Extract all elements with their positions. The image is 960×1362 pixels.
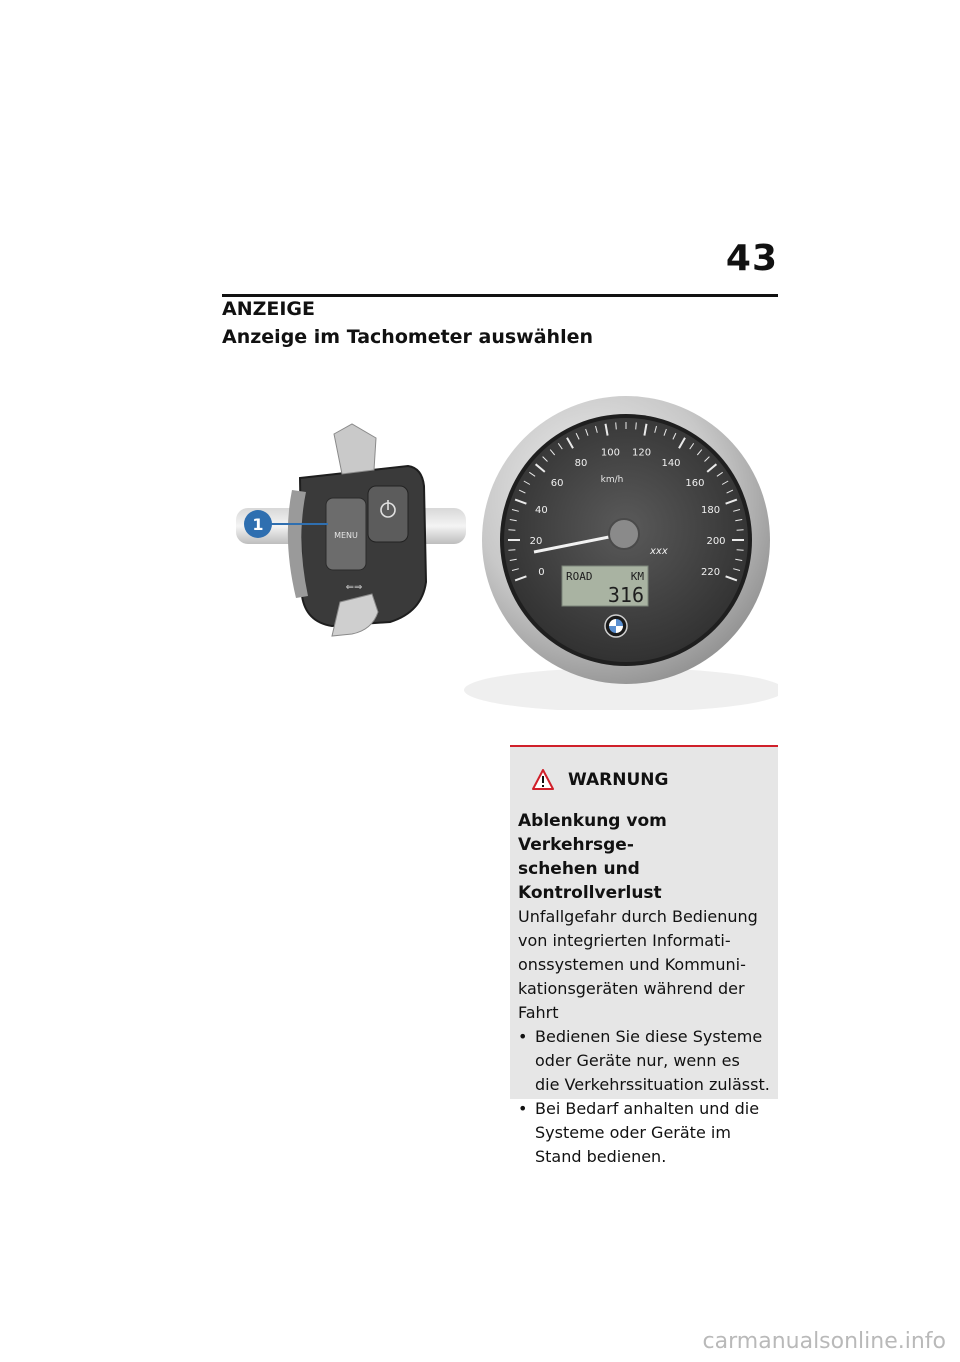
- dial-tick: [737, 530, 744, 531]
- dial-scale-label: 40: [535, 505, 548, 517]
- needle-hub: [609, 519, 639, 549]
- callout-marker: [244, 510, 272, 538]
- warning-bullets: [518, 1025, 778, 1169]
- dial-scale-label: 0: [538, 566, 545, 578]
- speedometer: [464, 396, 778, 710]
- power-button[interactable]: [368, 486, 408, 542]
- warning-bullet: • Bei Bedarf anhalten und die Systeme oder Geräte im Stand bedienen.: [518, 1097, 778, 1169]
- watermark: carmanualsonline.info: [702, 1329, 946, 1354]
- warning-bullet: • Bedienen Sie diese Systeme oder Geräte nur, wenn es die Verkehrssituation zulässt.: [518, 1025, 778, 1097]
- handlebar-switch: [288, 424, 426, 636]
- dial-scale-label: 140: [661, 458, 681, 470]
- dial-scale-label: 120: [632, 447, 652, 459]
- dial-tick: [508, 550, 515, 551]
- dial-tick: [508, 530, 515, 531]
- dial-tick: [616, 422, 617, 429]
- dial-emblem: xxx: [650, 546, 668, 557]
- warning-triangle-icon: [532, 769, 554, 791]
- figure-switch-and-speedometer: [222, 390, 778, 710]
- dial-tick: [737, 550, 744, 551]
- section-title: ANZEIGE: [222, 298, 316, 320]
- dial-scale-label: 20: [529, 536, 543, 547]
- section-rule: [222, 294, 778, 297]
- dial-tick: [636, 422, 637, 429]
- warning-label: WARNUNG: [568, 770, 669, 790]
- dial-scale-label: 160: [685, 478, 705, 490]
- warning-title: Ablenkung vom Verkehrsge- schehen und Kontrollverlust: [518, 811, 667, 903]
- menu-button-label: MENU: [334, 531, 358, 540]
- dial-scale-label: 200: [706, 536, 726, 547]
- dial-scale-label: 60: [550, 478, 564, 490]
- subsection-title: Anzeige im Tachometer auswählen: [222, 326, 594, 348]
- figure-illustration: [222, 390, 778, 710]
- warning-box: [510, 745, 778, 1166]
- callout-number: 1: [252, 515, 264, 534]
- lcd-value: 316: [607, 583, 644, 607]
- speed-unit: km/h: [600, 475, 624, 485]
- dial-scale-label: 220: [701, 566, 721, 578]
- dial-scale-label: 180: [701, 505, 721, 517]
- lcd-mode: ROAD: [566, 570, 593, 583]
- warning-text: Unfallgefahr durch Bedienung von integrierten Informati- onssystemen und Kommuni- kationsgeräten während der Fahrt: [518, 907, 758, 1022]
- warning-header: [518, 763, 778, 797]
- switch-arrows-icon: ⇐⇒: [345, 582, 363, 593]
- dial-scale-label: 100: [600, 447, 620, 459]
- bmw-logo: [605, 615, 627, 637]
- page-number: 43: [725, 238, 778, 279]
- dial-scale-label: 80: [574, 458, 588, 470]
- lcd-unit: KM: [630, 570, 644, 583]
